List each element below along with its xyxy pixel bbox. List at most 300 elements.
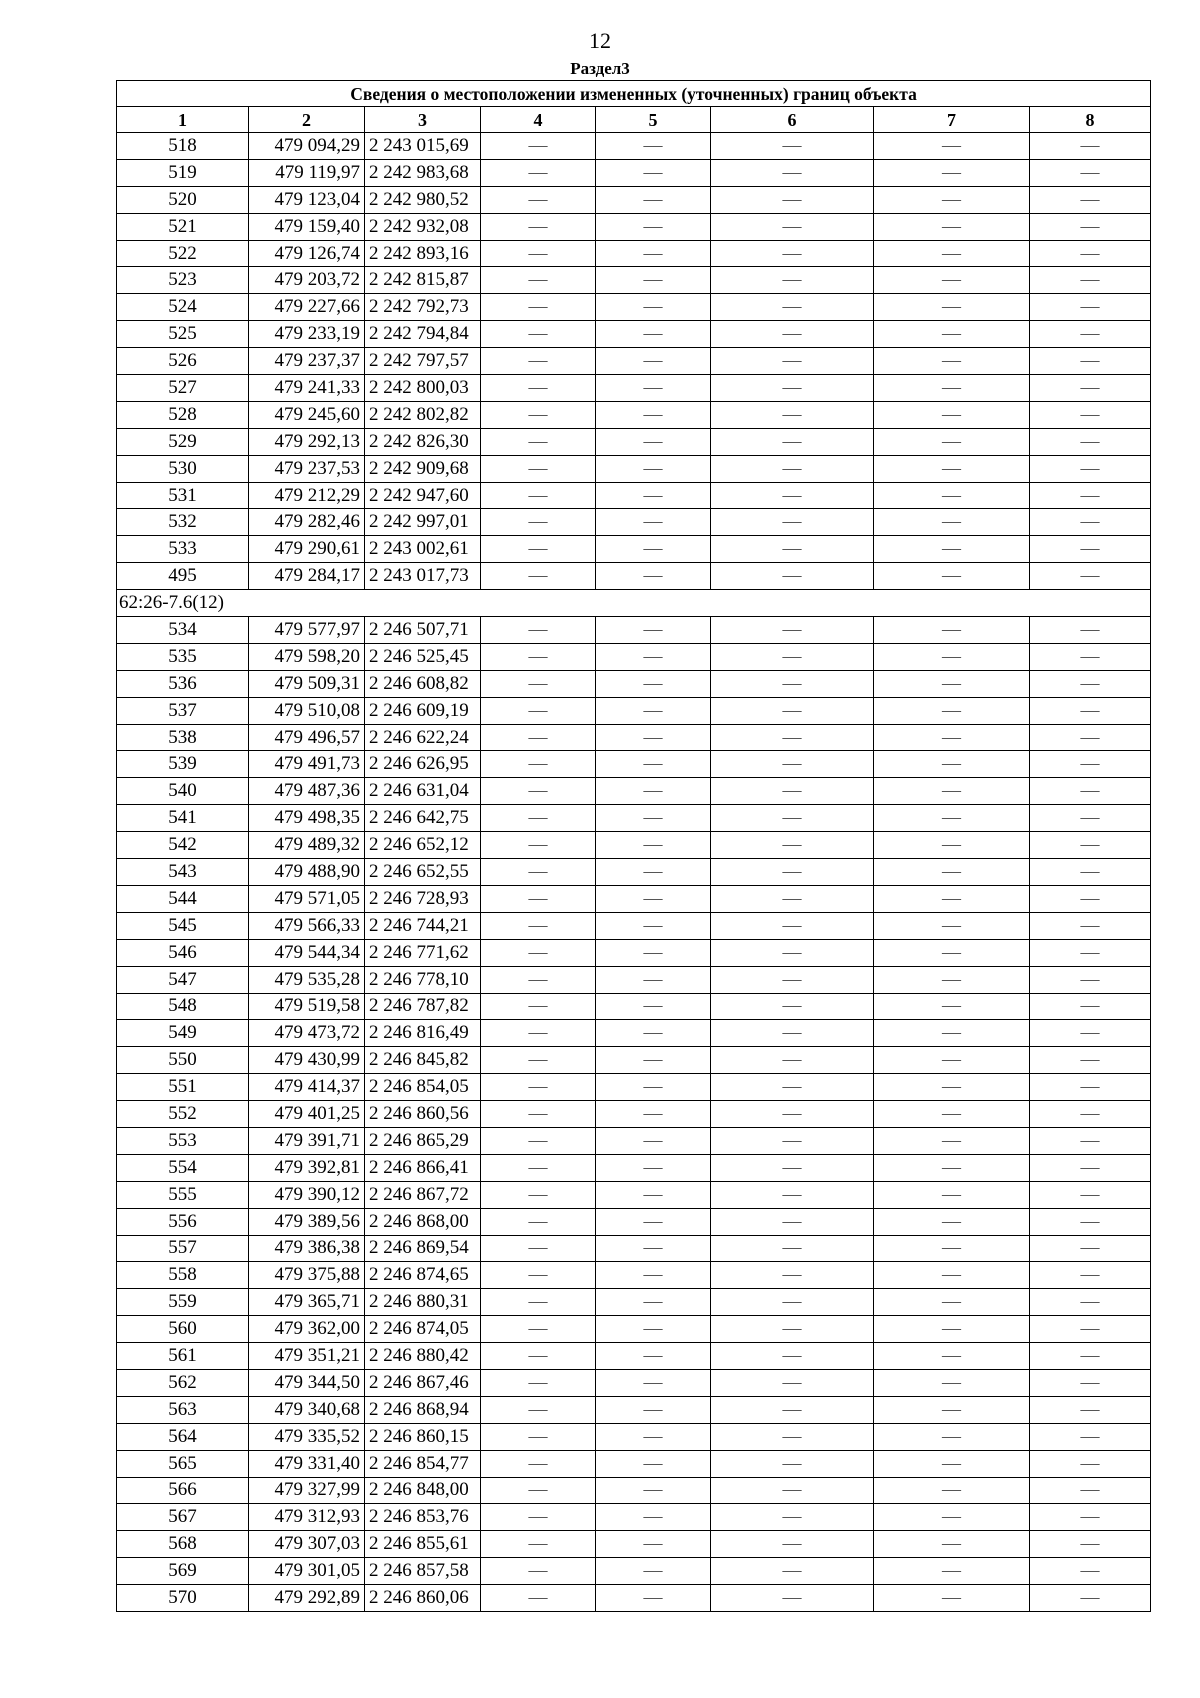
- empty-dash-cell: —: [1030, 186, 1151, 213]
- empty-dash-cell: —: [874, 482, 1030, 509]
- point-number-cell: 528: [117, 401, 249, 428]
- y-coordinate-cell: 2 242 797,57: [365, 348, 481, 375]
- table-row: [117, 375, 1151, 402]
- column-header: 8: [1030, 107, 1151, 133]
- empty-dash-cell: —: [1030, 1316, 1151, 1343]
- empty-dash-cell: —: [1030, 1343, 1151, 1370]
- empty-dash-cell: —: [711, 348, 874, 375]
- empty-dash-cell: —: [711, 1343, 874, 1370]
- empty-dash-cell: —: [596, 1369, 711, 1396]
- empty-dash-cell: —: [596, 751, 711, 778]
- empty-dash-cell: —: [481, 1101, 596, 1128]
- empty-dash-cell: —: [481, 1343, 596, 1370]
- empty-dash-cell: —: [1030, 1504, 1151, 1531]
- empty-dash-cell: —: [481, 1154, 596, 1181]
- table-row: [117, 267, 1151, 294]
- empty-dash-cell: —: [711, 321, 874, 348]
- empty-dash-cell: —: [1030, 805, 1151, 832]
- table-row: [117, 401, 1151, 428]
- column-header: 6: [711, 107, 874, 133]
- empty-dash-cell: —: [481, 724, 596, 751]
- empty-dash-cell: —: [1030, 375, 1151, 402]
- empty-dash-cell: —: [711, 1127, 874, 1154]
- empty-dash-cell: —: [711, 1074, 874, 1101]
- empty-dash-cell: —: [1030, 912, 1151, 939]
- y-coordinate-cell: 2 246 744,21: [365, 912, 481, 939]
- point-number-cell: 524: [117, 294, 249, 321]
- empty-dash-cell: —: [481, 993, 596, 1020]
- point-number-cell: 495: [117, 563, 249, 590]
- point-number-cell: 536: [117, 670, 249, 697]
- point-number-cell: 569: [117, 1558, 249, 1585]
- empty-dash-cell: —: [481, 375, 596, 402]
- empty-dash-cell: —: [711, 1558, 874, 1585]
- x-coordinate-cell: 479 237,53: [249, 455, 365, 482]
- y-coordinate-cell: 2 246 728,93: [365, 885, 481, 912]
- x-coordinate-cell: 479 496,57: [249, 724, 365, 751]
- table-row: [117, 1074, 1151, 1101]
- empty-dash-cell: —: [1030, 240, 1151, 267]
- y-coordinate-cell: 2 246 867,72: [365, 1181, 481, 1208]
- empty-dash-cell: —: [874, 1423, 1030, 1450]
- y-coordinate-cell: 2 246 853,76: [365, 1504, 481, 1531]
- x-coordinate-cell: 479 389,56: [249, 1208, 365, 1235]
- empty-dash-cell: —: [596, 159, 711, 186]
- point-number-cell: 568: [117, 1531, 249, 1558]
- x-coordinate-cell: 479 292,89: [249, 1585, 365, 1612]
- table-row: [117, 455, 1151, 482]
- empty-dash-cell: —: [874, 1369, 1030, 1396]
- empty-dash-cell: —: [596, 1208, 711, 1235]
- empty-dash-cell: —: [711, 724, 874, 751]
- table-row: [117, 428, 1151, 455]
- empty-dash-cell: —: [596, 805, 711, 832]
- empty-dash-cell: —: [1030, 617, 1151, 644]
- column-header: 3: [365, 107, 481, 133]
- empty-dash-cell: —: [1030, 482, 1151, 509]
- empty-dash-cell: —: [596, 563, 711, 590]
- point-number-cell: 567: [117, 1504, 249, 1531]
- empty-dash-cell: —: [874, 1504, 1030, 1531]
- point-number-cell: 551: [117, 1074, 249, 1101]
- table-row: [117, 724, 1151, 751]
- empty-dash-cell: —: [711, 697, 874, 724]
- empty-dash-cell: —: [481, 1450, 596, 1477]
- empty-dash-cell: —: [874, 375, 1030, 402]
- empty-dash-cell: —: [711, 1020, 874, 1047]
- empty-dash-cell: —: [874, 133, 1030, 160]
- empty-dash-cell: —: [874, 428, 1030, 455]
- y-coordinate-cell: 2 246 854,77: [365, 1450, 481, 1477]
- empty-dash-cell: —: [711, 1396, 874, 1423]
- empty-dash-cell: —: [711, 1369, 874, 1396]
- x-coordinate-cell: 479 401,25: [249, 1101, 365, 1128]
- x-coordinate-cell: 479 282,46: [249, 509, 365, 536]
- empty-dash-cell: —: [596, 321, 711, 348]
- point-number-cell: 546: [117, 939, 249, 966]
- y-coordinate-cell: 2 246 609,19: [365, 697, 481, 724]
- empty-dash-cell: —: [711, 1289, 874, 1316]
- table-row: [117, 697, 1151, 724]
- y-coordinate-cell: 2 246 608,82: [365, 670, 481, 697]
- table-row: [117, 563, 1151, 590]
- empty-dash-cell: —: [596, 1289, 711, 1316]
- y-coordinate-cell: 2 246 860,56: [365, 1101, 481, 1128]
- empty-dash-cell: —: [874, 1558, 1030, 1585]
- table-row: [117, 1477, 1151, 1504]
- x-coordinate-cell: 479 392,81: [249, 1154, 365, 1181]
- page-number: 12: [589, 28, 611, 53]
- empty-dash-cell: —: [596, 401, 711, 428]
- y-coordinate-cell: 2 242 980,52: [365, 186, 481, 213]
- empty-dash-cell: —: [874, 1208, 1030, 1235]
- x-coordinate-cell: 479 510,08: [249, 697, 365, 724]
- empty-dash-cell: —: [711, 563, 874, 590]
- empty-dash-cell: —: [481, 482, 596, 509]
- empty-dash-cell: —: [481, 1289, 596, 1316]
- empty-dash-cell: —: [596, 1504, 711, 1531]
- y-coordinate-cell: 2 242 947,60: [365, 482, 481, 509]
- empty-dash-cell: —: [1030, 724, 1151, 751]
- empty-dash-cell: —: [874, 240, 1030, 267]
- empty-dash-cell: —: [874, 751, 1030, 778]
- empty-dash-cell: —: [874, 885, 1030, 912]
- empty-dash-cell: —: [711, 912, 874, 939]
- y-coordinate-cell: 2 246 854,05: [365, 1074, 481, 1101]
- empty-dash-cell: —: [596, 670, 711, 697]
- empty-dash-cell: —: [874, 832, 1030, 859]
- x-coordinate-cell: 479 498,35: [249, 805, 365, 832]
- empty-dash-cell: —: [874, 724, 1030, 751]
- table-row: [117, 1262, 1151, 1289]
- table-row: [117, 1127, 1151, 1154]
- empty-dash-cell: —: [596, 1396, 711, 1423]
- point-number-cell: 562: [117, 1369, 249, 1396]
- empty-dash-cell: —: [481, 1585, 596, 1612]
- empty-dash-cell: —: [874, 1047, 1030, 1074]
- table-row: [117, 751, 1151, 778]
- y-coordinate-cell: 2 246 787,82: [365, 993, 481, 1020]
- empty-dash-cell: —: [596, 939, 711, 966]
- y-coordinate-cell: 2 246 880,31: [365, 1289, 481, 1316]
- empty-dash-cell: —: [711, 1047, 874, 1074]
- empty-dash-cell: —: [711, 509, 874, 536]
- empty-dash-cell: —: [1030, 1154, 1151, 1181]
- empty-dash-cell: —: [711, 455, 874, 482]
- empty-dash-cell: —: [481, 536, 596, 563]
- x-coordinate-cell: 479 284,17: [249, 563, 365, 590]
- empty-dash-cell: —: [711, 751, 874, 778]
- empty-dash-cell: —: [874, 267, 1030, 294]
- empty-dash-cell: —: [711, 428, 874, 455]
- x-coordinate-cell: 479 519,58: [249, 993, 365, 1020]
- empty-dash-cell: —: [481, 240, 596, 267]
- x-coordinate-cell: 479 126,74: [249, 240, 365, 267]
- x-coordinate-cell: 479 301,05: [249, 1558, 365, 1585]
- table-row: [117, 159, 1151, 186]
- point-number-cell: 531: [117, 482, 249, 509]
- empty-dash-cell: —: [711, 213, 874, 240]
- empty-dash-cell: —: [874, 1020, 1030, 1047]
- empty-dash-cell: —: [1030, 1074, 1151, 1101]
- point-number-cell: 530: [117, 455, 249, 482]
- x-coordinate-cell: 479 571,05: [249, 885, 365, 912]
- table-row: [117, 509, 1151, 536]
- table-row: [117, 617, 1151, 644]
- empty-dash-cell: —: [481, 159, 596, 186]
- table-row: [117, 1450, 1151, 1477]
- table-row: [117, 966, 1151, 993]
- empty-dash-cell: —: [874, 1154, 1030, 1181]
- empty-dash-cell: —: [711, 1531, 874, 1558]
- y-coordinate-cell: 2 246 874,05: [365, 1316, 481, 1343]
- empty-dash-cell: —: [1030, 509, 1151, 536]
- y-coordinate-cell: 2 242 909,68: [365, 455, 481, 482]
- empty-dash-cell: —: [711, 993, 874, 1020]
- table-row: [117, 832, 1151, 859]
- empty-dash-cell: —: [1030, 966, 1151, 993]
- empty-dash-cell: —: [874, 993, 1030, 1020]
- x-coordinate-cell: 479 227,66: [249, 294, 365, 321]
- empty-dash-cell: —: [711, 159, 874, 186]
- empty-dash-cell: —: [1030, 1020, 1151, 1047]
- empty-dash-cell: —: [1030, 563, 1151, 590]
- empty-dash-cell: —: [874, 1289, 1030, 1316]
- x-coordinate-cell: 479 335,52: [249, 1423, 365, 1450]
- x-coordinate-cell: 479 598,20: [249, 643, 365, 670]
- point-number-cell: 533: [117, 536, 249, 563]
- empty-dash-cell: —: [1030, 993, 1151, 1020]
- point-number-cell: 559: [117, 1289, 249, 1316]
- y-coordinate-cell: 2 246 868,94: [365, 1396, 481, 1423]
- table-title-row: [117, 81, 1151, 107]
- empty-dash-cell: —: [711, 1262, 874, 1289]
- empty-dash-cell: —: [596, 1127, 711, 1154]
- empty-dash-cell: —: [1030, 536, 1151, 563]
- empty-dash-cell: —: [874, 617, 1030, 644]
- empty-dash-cell: —: [1030, 321, 1151, 348]
- empty-dash-cell: —: [596, 1450, 711, 1477]
- empty-dash-cell: —: [1030, 133, 1151, 160]
- x-coordinate-cell: 479 351,21: [249, 1343, 365, 1370]
- y-coordinate-cell: 2 246 855,61: [365, 1531, 481, 1558]
- empty-dash-cell: —: [596, 240, 711, 267]
- point-number-cell: 549: [117, 1020, 249, 1047]
- coordinates-table: [116, 80, 1151, 1612]
- empty-dash-cell: —: [1030, 1047, 1151, 1074]
- x-coordinate-cell: 479 312,93: [249, 1504, 365, 1531]
- empty-dash-cell: —: [481, 939, 596, 966]
- point-number-cell: 541: [117, 805, 249, 832]
- empty-dash-cell: —: [596, 1101, 711, 1128]
- empty-dash-cell: —: [596, 1343, 711, 1370]
- empty-dash-cell: —: [481, 805, 596, 832]
- point-number-cell: 529: [117, 428, 249, 455]
- point-number-cell: 518: [117, 133, 249, 160]
- x-coordinate-cell: 479 203,72: [249, 267, 365, 294]
- empty-dash-cell: —: [711, 1585, 874, 1612]
- empty-dash-cell: —: [874, 697, 1030, 724]
- table-row: [117, 1101, 1151, 1128]
- empty-dash-cell: —: [711, 1181, 874, 1208]
- x-coordinate-cell: 479 119,97: [249, 159, 365, 186]
- y-coordinate-cell: 2 246 631,04: [365, 778, 481, 805]
- empty-dash-cell: —: [481, 1477, 596, 1504]
- empty-dash-cell: —: [711, 885, 874, 912]
- y-coordinate-cell: 2 246 845,82: [365, 1047, 481, 1074]
- empty-dash-cell: —: [481, 1316, 596, 1343]
- empty-dash-cell: —: [596, 1262, 711, 1289]
- empty-dash-cell: —: [481, 1047, 596, 1074]
- empty-dash-cell: —: [481, 832, 596, 859]
- table-row: [117, 643, 1151, 670]
- table-row: [117, 1396, 1151, 1423]
- empty-dash-cell: —: [596, 724, 711, 751]
- empty-dash-cell: —: [874, 1585, 1030, 1612]
- empty-dash-cell: —: [874, 294, 1030, 321]
- empty-dash-cell: —: [711, 375, 874, 402]
- empty-dash-cell: —: [596, 1074, 711, 1101]
- y-coordinate-cell: 2 246 866,41: [365, 1154, 481, 1181]
- x-coordinate-cell: 479 340,68: [249, 1396, 365, 1423]
- empty-dash-cell: —: [874, 859, 1030, 886]
- empty-dash-cell: —: [1030, 1423, 1151, 1450]
- point-number-cell: 521: [117, 213, 249, 240]
- empty-dash-cell: —: [596, 267, 711, 294]
- empty-dash-cell: —: [481, 509, 596, 536]
- point-number-cell: 570: [117, 1585, 249, 1612]
- table-row: [117, 670, 1151, 697]
- y-coordinate-cell: 2 246 652,12: [365, 832, 481, 859]
- empty-dash-cell: —: [596, 643, 711, 670]
- empty-dash-cell: —: [711, 1208, 874, 1235]
- column-header: 4: [481, 107, 596, 133]
- empty-dash-cell: —: [874, 670, 1030, 697]
- empty-dash-cell: —: [874, 912, 1030, 939]
- empty-dash-cell: —: [481, 778, 596, 805]
- empty-dash-cell: —: [596, 455, 711, 482]
- y-coordinate-cell: 2 246 642,75: [365, 805, 481, 832]
- empty-dash-cell: —: [1030, 455, 1151, 482]
- empty-dash-cell: —: [874, 1396, 1030, 1423]
- empty-dash-cell: —: [874, 966, 1030, 993]
- x-coordinate-cell: 479 365,71: [249, 1289, 365, 1316]
- x-coordinate-cell: 479 535,28: [249, 966, 365, 993]
- empty-dash-cell: —: [874, 778, 1030, 805]
- point-number-cell: 552: [117, 1101, 249, 1128]
- empty-dash-cell: —: [596, 832, 711, 859]
- empty-dash-cell: —: [874, 1074, 1030, 1101]
- table-row: [117, 1047, 1151, 1074]
- empty-dash-cell: —: [596, 133, 711, 160]
- x-coordinate-cell: 479 233,19: [249, 321, 365, 348]
- y-coordinate-cell: 2 242 800,03: [365, 375, 481, 402]
- column-header: 1: [117, 107, 249, 133]
- empty-dash-cell: —: [711, 859, 874, 886]
- empty-dash-cell: —: [1030, 1101, 1151, 1128]
- empty-dash-cell: —: [481, 1235, 596, 1262]
- empty-dash-cell: —: [481, 966, 596, 993]
- empty-dash-cell: —: [711, 1316, 874, 1343]
- y-coordinate-cell: 2 246 860,06: [365, 1585, 481, 1612]
- empty-dash-cell: —: [711, 1235, 874, 1262]
- x-coordinate-cell: 479 290,61: [249, 536, 365, 563]
- x-coordinate-cell: 479 489,32: [249, 832, 365, 859]
- x-coordinate-cell: 479 386,38: [249, 1235, 365, 1262]
- empty-dash-cell: —: [1030, 1585, 1151, 1612]
- empty-dash-cell: —: [1030, 401, 1151, 428]
- y-coordinate-cell: 2 246 626,95: [365, 751, 481, 778]
- point-number-cell: 565: [117, 1450, 249, 1477]
- empty-dash-cell: —: [874, 186, 1030, 213]
- empty-dash-cell: —: [1030, 1450, 1151, 1477]
- table-row: [117, 186, 1151, 213]
- y-coordinate-cell: 2 243 017,73: [365, 563, 481, 590]
- empty-dash-cell: —: [874, 401, 1030, 428]
- x-coordinate-cell: 479 159,40: [249, 213, 365, 240]
- point-number-cell: 554: [117, 1154, 249, 1181]
- empty-dash-cell: —: [481, 1531, 596, 1558]
- point-number-cell: 564: [117, 1423, 249, 1450]
- empty-dash-cell: —: [711, 186, 874, 213]
- empty-dash-cell: —: [481, 751, 596, 778]
- empty-dash-cell: —: [596, 1235, 711, 1262]
- empty-dash-cell: —: [1030, 1477, 1151, 1504]
- x-coordinate-cell: 479 362,00: [249, 1316, 365, 1343]
- empty-dash-cell: —: [1030, 778, 1151, 805]
- table-row: [117, 294, 1151, 321]
- empty-dash-cell: —: [874, 536, 1030, 563]
- empty-dash-cell: —: [1030, 428, 1151, 455]
- empty-dash-cell: —: [481, 321, 596, 348]
- empty-dash-cell: —: [481, 294, 596, 321]
- y-coordinate-cell: 2 242 997,01: [365, 509, 481, 536]
- empty-dash-cell: —: [596, 375, 711, 402]
- x-coordinate-cell: 479 237,37: [249, 348, 365, 375]
- x-coordinate-cell: 479 473,72: [249, 1020, 365, 1047]
- empty-dash-cell: —: [1030, 267, 1151, 294]
- table-row: [117, 240, 1151, 267]
- x-coordinate-cell: 479 566,33: [249, 912, 365, 939]
- empty-dash-cell: —: [874, 1262, 1030, 1289]
- point-number-cell: 539: [117, 751, 249, 778]
- point-number-cell: 525: [117, 321, 249, 348]
- empty-dash-cell: —: [481, 186, 596, 213]
- empty-dash-cell: —: [711, 939, 874, 966]
- column-header: 5: [596, 107, 711, 133]
- y-coordinate-cell: 2 242 983,68: [365, 159, 481, 186]
- x-coordinate-cell: 479 414,37: [249, 1074, 365, 1101]
- x-coordinate-cell: 479 375,88: [249, 1262, 365, 1289]
- empty-dash-cell: —: [711, 133, 874, 160]
- empty-dash-cell: —: [481, 1396, 596, 1423]
- x-coordinate-cell: 479 509,31: [249, 670, 365, 697]
- y-coordinate-cell: 2 246 869,54: [365, 1235, 481, 1262]
- empty-dash-cell: —: [596, 1585, 711, 1612]
- empty-dash-cell: —: [481, 643, 596, 670]
- empty-dash-cell: —: [481, 859, 596, 886]
- empty-dash-cell: —: [596, 1181, 711, 1208]
- table-row: [117, 536, 1151, 563]
- table-row: [117, 1316, 1151, 1343]
- y-coordinate-cell: 2 246 868,00: [365, 1208, 481, 1235]
- x-coordinate-cell: 479 245,60: [249, 401, 365, 428]
- table-row: [117, 1343, 1151, 1370]
- empty-dash-cell: —: [1030, 1558, 1151, 1585]
- y-coordinate-cell: 2 242 893,16: [365, 240, 481, 267]
- y-coordinate-cell: 2 242 792,73: [365, 294, 481, 321]
- empty-dash-cell: —: [874, 1477, 1030, 1504]
